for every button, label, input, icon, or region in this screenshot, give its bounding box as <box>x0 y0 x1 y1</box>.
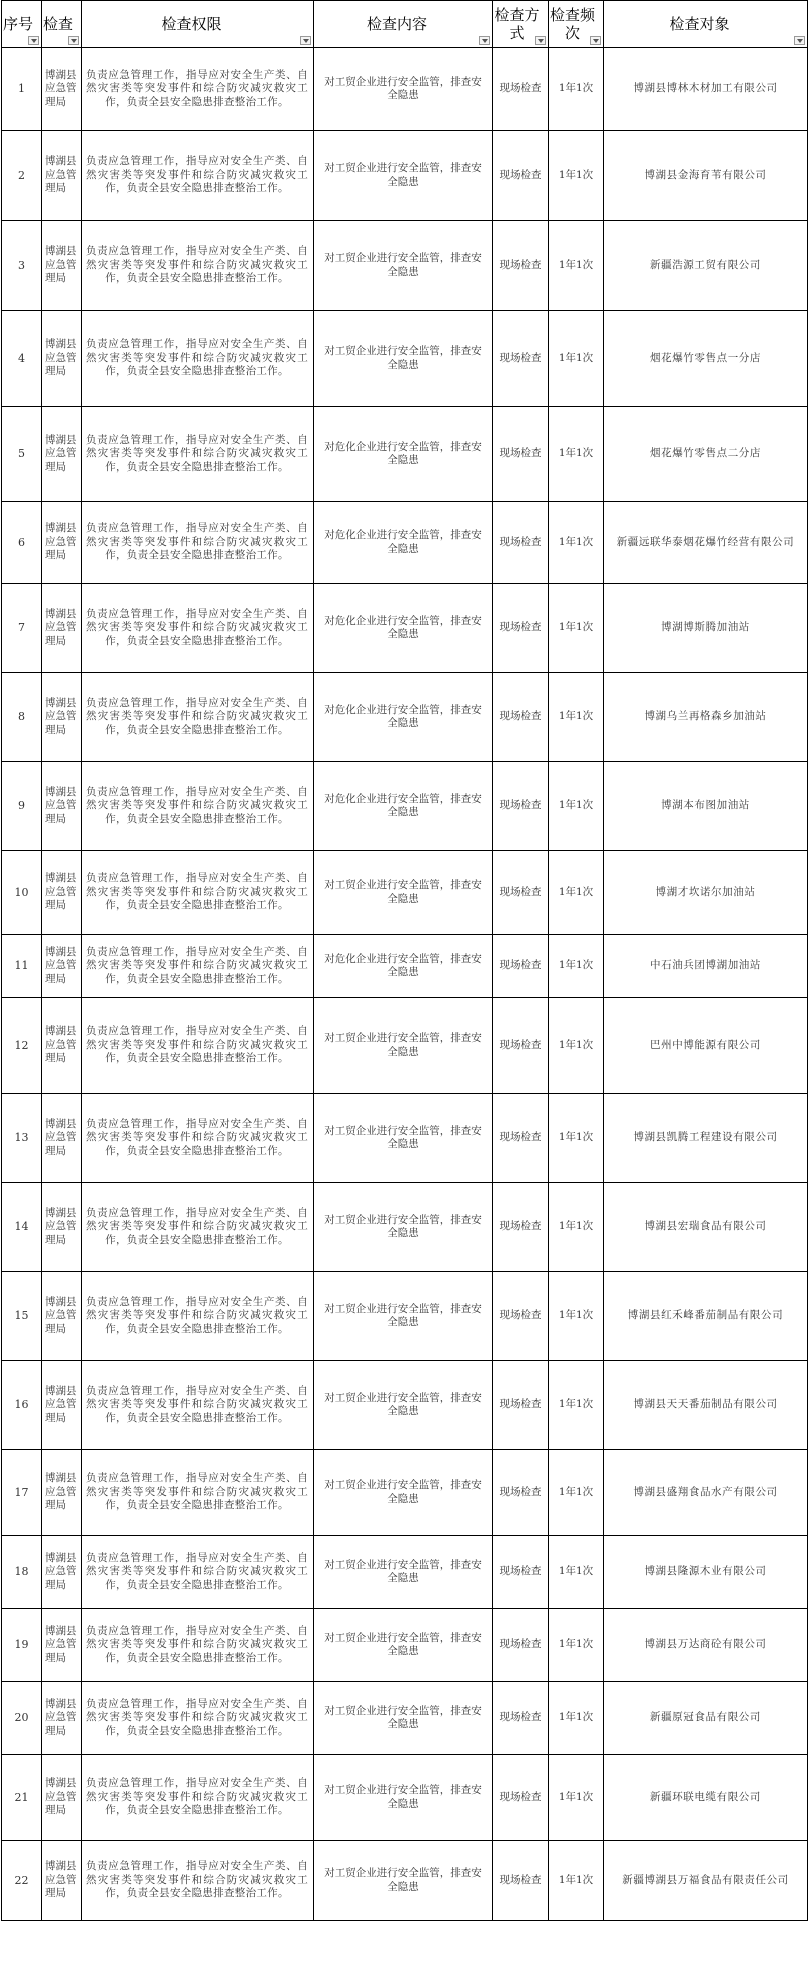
seq-cell: 4 <box>2 311 42 407</box>
content-cell: 对工贸企业进行安全监管，排查安全隐患 <box>314 1094 493 1183</box>
authority-cell: 负责应急管理工作，指导应对安全生产类、自然灾害类等突发事件和综合防灾减灾救灾工作，负责全县安全隐患排查整治工作。 <box>82 1841 314 1921</box>
content-cell: 对工贸企业进行安全监管，排查安全隐患 <box>314 1450 493 1536</box>
content-cell: 对工贸企业进行安全监管，排查安全隐患 <box>314 48 493 131</box>
table-row <box>2 1682 808 1755</box>
header-org: 检查 <box>42 1 82 48</box>
org-cell: 博湖县应急管理局 <box>42 1272 82 1361</box>
authority-cell: 负责应急管理工作，指导应对安全生产类、自然灾害类等突发事件和综合防灾减灾救灾工作，负责全县安全隐患排查整治工作。 <box>82 1361 314 1450</box>
content-cell: 对工贸企业进行安全监管，排查安全隐患 <box>314 1536 493 1609</box>
org-cell: 博湖县应急管理局 <box>42 221 82 311</box>
header-method: 检查方式 <box>493 1 549 48</box>
org-cell: 博湖县应急管理局 <box>42 1183 82 1272</box>
seq-cell: 14 <box>2 1183 42 1272</box>
method-cell: 现场检查 <box>493 407 549 502</box>
target-cell: 博湖县万达商砼有限公司 <box>604 1609 808 1682</box>
frequency-cell: 1年1次 <box>549 1361 604 1450</box>
content-cell: 对危化企业进行安全监管，排查安全隐患 <box>314 673 493 762</box>
content-cell: 对工贸企业进行安全监管，排查安全隐患 <box>314 1183 493 1272</box>
frequency-cell: 1年1次 <box>549 1450 604 1536</box>
org-cell: 博湖县应急管理局 <box>42 1361 82 1450</box>
org-cell: 博湖县应急管理局 <box>42 407 82 502</box>
frequency-cell: 1年1次 <box>549 762 604 851</box>
target-cell: 烟花爆竹零售点二分店 <box>604 407 808 502</box>
content-cell: 对工贸企业进行安全监管，排查安全隐患 <box>314 1682 493 1755</box>
method-cell: 现场检查 <box>493 935 549 998</box>
filter-dropdown-icon[interactable] <box>794 36 805 45</box>
seq-cell: 2 <box>2 131 42 221</box>
table-row <box>2 1609 808 1682</box>
frequency-cell: 1年1次 <box>549 1755 604 1841</box>
header-target: 检查对象 <box>604 1 808 48</box>
authority-cell: 负责应急管理工作，指导应对安全生产类、自然灾害类等突发事件和综合防灾减灾救灾工作，负责全县安全隐患排查整治工作。 <box>82 1682 314 1755</box>
seq-cell: 22 <box>2 1841 42 1921</box>
frequency-cell: 1年1次 <box>549 851 604 935</box>
org-cell: 博湖县应急管理局 <box>42 998 82 1094</box>
authority-cell: 负责应急管理工作，指导应对安全生产类、自然灾害类等突发事件和综合防灾减灾救灾工作，负责全县安全隐患排查整治工作。 <box>82 1450 314 1536</box>
target-cell: 新疆环联电缆有限公司 <box>604 1755 808 1841</box>
table-row <box>2 48 808 131</box>
seq-cell: 19 <box>2 1609 42 1682</box>
target-cell: 新疆浩源工贸有限公司 <box>604 221 808 311</box>
table-row <box>2 673 808 762</box>
org-cell: 博湖县应急管理局 <box>42 673 82 762</box>
authority-cell: 负责应急管理工作，指导应对安全生产类、自然灾害类等突发事件和综合防灾减灾救灾工作，负责全县安全隐患排查整治工作。 <box>82 762 314 851</box>
seq-cell: 11 <box>2 935 42 998</box>
authority-cell: 负责应急管理工作，指导应对安全生产类、自然灾害类等突发事件和综合防灾减灾救灾工作，负责全县安全隐患排查整治工作。 <box>82 407 314 502</box>
seq-cell: 20 <box>2 1682 42 1755</box>
header-seq: 序号 <box>2 1 42 48</box>
table-row <box>2 1841 808 1921</box>
authority-cell: 负责应急管理工作，指导应对安全生产类、自然灾害类等突发事件和综合防灾减灾救灾工作，负责全县安全隐患排查整治工作。 <box>82 48 314 131</box>
target-cell: 博湖县宏瑞食品有限公司 <box>604 1183 808 1272</box>
table-row <box>2 1361 808 1450</box>
content-cell: 对工贸企业进行安全监管，排查安全隐患 <box>314 1361 493 1450</box>
frequency-cell: 1年1次 <box>549 1183 604 1272</box>
table-row <box>2 998 808 1094</box>
org-cell: 博湖县应急管理局 <box>42 762 82 851</box>
target-cell: 烟花爆竹零售点一分店 <box>604 311 808 407</box>
table-row <box>2 1183 808 1272</box>
authority-cell: 负责应急管理工作，指导应对安全生产类、自然灾害类等突发事件和综合防灾减灾救灾工作，负责全县安全隐患排查整治工作。 <box>82 1094 314 1183</box>
filter-dropdown-icon[interactable] <box>28 36 39 45</box>
header-content: 检查内容 <box>314 1 493 48</box>
target-cell: 博湖县金海育苇有限公司 <box>604 131 808 221</box>
content-cell: 对工贸企业进行安全监管，排查安全隐患 <box>314 221 493 311</box>
authority-cell: 负责应急管理工作，指导应对安全生产类、自然灾害类等突发事件和综合防灾减灾救灾工作，负责全县安全隐患排查整治工作。 <box>82 935 314 998</box>
method-cell: 现场检查 <box>493 1094 549 1183</box>
method-cell: 现场检查 <box>493 1536 549 1609</box>
table-row <box>2 131 808 221</box>
content-cell: 对工贸企业进行安全监管，排查安全隐患 <box>314 1755 493 1841</box>
target-cell: 博湖县红禾峰番茄制品有限公司 <box>604 1272 808 1361</box>
authority-cell: 负责应急管理工作，指导应对安全生产类、自然灾害类等突发事件和综合防灾减灾救灾工作，负责全县安全隐患排查整治工作。 <box>82 502 314 584</box>
content-cell: 对工贸企业进行安全监管，排查安全隐患 <box>314 131 493 221</box>
frequency-cell: 1年1次 <box>549 311 604 407</box>
method-cell: 现场检查 <box>493 48 549 131</box>
org-cell: 博湖县应急管理局 <box>42 1094 82 1183</box>
frequency-cell: 1年1次 <box>549 935 604 998</box>
table-row <box>2 1536 808 1609</box>
method-cell: 现场检查 <box>493 1841 549 1921</box>
method-cell: 现场检查 <box>493 1361 549 1450</box>
org-cell: 博湖县应急管理局 <box>42 1536 82 1609</box>
content-cell: 对工贸企业进行安全监管，排查安全隐患 <box>314 311 493 407</box>
filter-dropdown-icon[interactable] <box>590 36 601 45</box>
frequency-cell: 1年1次 <box>549 48 604 131</box>
content-cell: 对危化企业进行安全监管，排查安全隐患 <box>314 407 493 502</box>
frequency-cell: 1年1次 <box>549 221 604 311</box>
authority-cell: 负责应急管理工作，指导应对安全生产类、自然灾害类等突发事件和综合防灾减灾救灾工作，负责全县安全隐患排查整治工作。 <box>82 998 314 1094</box>
frequency-cell: 1年1次 <box>549 1536 604 1609</box>
method-cell: 现场检查 <box>493 1272 549 1361</box>
method-cell: 现场检查 <box>493 998 549 1094</box>
method-cell: 现场检查 <box>493 131 549 221</box>
table-row <box>2 221 808 311</box>
frequency-cell: 1年1次 <box>549 1609 604 1682</box>
table-row <box>2 935 808 998</box>
seq-cell: 16 <box>2 1361 42 1450</box>
target-cell: 博湖乌兰再格森乡加油站 <box>604 673 808 762</box>
filter-dropdown-icon[interactable] <box>300 36 311 45</box>
method-cell: 现场检查 <box>493 502 549 584</box>
method-cell: 现场检查 <box>493 584 549 673</box>
method-cell: 现场检查 <box>493 673 549 762</box>
target-cell: 博湖县凯腾工程建设有限公司 <box>604 1094 808 1183</box>
table-row <box>2 1755 808 1841</box>
method-cell: 现场检查 <box>493 1609 549 1682</box>
org-cell: 博湖县应急管理局 <box>42 1841 82 1921</box>
seq-cell: 6 <box>2 502 42 584</box>
content-cell: 对危化企业进行安全监管，排查安全隐患 <box>314 502 493 584</box>
frequency-cell: 1年1次 <box>549 1272 604 1361</box>
method-cell: 现场检查 <box>493 1682 549 1755</box>
header-row <box>2 1 808 48</box>
table-row <box>2 311 808 407</box>
frequency-cell: 1年1次 <box>549 502 604 584</box>
content-cell: 对危化企业进行安全监管，排查安全隐患 <box>314 584 493 673</box>
authority-cell: 负责应急管理工作，指导应对安全生产类、自然灾害类等突发事件和综合防灾减灾救灾工作，负责全县安全隐患排查整治工作。 <box>82 1755 314 1841</box>
target-cell: 博湖县盛翔食品水产有限公司 <box>604 1450 808 1536</box>
inspection-table <box>1 0 808 1921</box>
seq-cell: 18 <box>2 1536 42 1609</box>
seq-cell: 3 <box>2 221 42 311</box>
org-cell: 博湖县应急管理局 <box>42 584 82 673</box>
target-cell: 博湖县博林木材加工有限公司 <box>604 48 808 131</box>
seq-cell: 9 <box>2 762 42 851</box>
content-cell: 对工贸企业进行安全监管，排查安全隐患 <box>314 851 493 935</box>
authority-cell: 负责应急管理工作，指导应对安全生产类、自然灾害类等突发事件和综合防灾减灾救灾工作，负责全县安全隐患排查整治工作。 <box>82 1609 314 1682</box>
table-row <box>2 584 808 673</box>
target-cell: 博湖县天天番茄制品有限公司 <box>604 1361 808 1450</box>
content-cell: 对危化企业进行安全监管，排查安全隐患 <box>314 762 493 851</box>
target-cell: 博湖本布图加油站 <box>604 762 808 851</box>
method-cell: 现场检查 <box>493 762 549 851</box>
target-cell: 博湖县隆源木业有限公司 <box>604 1536 808 1609</box>
org-cell: 博湖县应急管理局 <box>42 311 82 407</box>
method-cell: 现场检查 <box>493 221 549 311</box>
table-row <box>2 851 808 935</box>
authority-cell: 负责应急管理工作，指导应对安全生产类、自然灾害类等突发事件和综合防灾减灾救灾工作，负责全县安全隐患排查整治工作。 <box>82 673 314 762</box>
filter-dropdown-icon[interactable] <box>68 36 79 45</box>
method-cell: 现场检查 <box>493 311 549 407</box>
seq-cell: 1 <box>2 48 42 131</box>
target-cell: 博湖博斯腾加油站 <box>604 584 808 673</box>
frequency-cell: 1年1次 <box>549 1682 604 1755</box>
table-row <box>2 502 808 584</box>
target-cell: 博湖才坎诺尔加油站 <box>604 851 808 935</box>
authority-cell: 负责应急管理工作，指导应对安全生产类、自然灾害类等突发事件和综合防灾减灾救灾工作，负责全县安全隐患排查整治工作。 <box>82 851 314 935</box>
target-cell: 新疆远联华泰烟花爆竹经营有限公司 <box>604 502 808 584</box>
authority-cell: 负责应急管理工作，指导应对安全生产类、自然灾害类等突发事件和综合防灾减灾救灾工作，负责全县安全隐患排查整治工作。 <box>82 584 314 673</box>
seq-cell: 21 <box>2 1755 42 1841</box>
org-cell: 博湖县应急管理局 <box>42 1682 82 1755</box>
content-cell: 对工贸企业进行安全监管，排查安全隐患 <box>314 1272 493 1361</box>
content-cell: 对危化企业进行安全监管，排查安全隐患 <box>314 935 493 998</box>
seq-cell: 8 <box>2 673 42 762</box>
method-cell: 现场检查 <box>493 1450 549 1536</box>
frequency-cell: 1年1次 <box>549 1094 604 1183</box>
org-cell: 博湖县应急管理局 <box>42 1450 82 1536</box>
org-cell: 博湖县应急管理局 <box>42 1755 82 1841</box>
org-cell: 博湖县应急管理局 <box>42 1609 82 1682</box>
seq-cell: 15 <box>2 1272 42 1361</box>
frequency-cell: 1年1次 <box>549 1841 604 1921</box>
content-cell: 对工贸企业进行安全监管，排查安全隐患 <box>314 998 493 1094</box>
org-cell: 博湖县应急管理局 <box>42 935 82 998</box>
seq-cell: 5 <box>2 407 42 502</box>
header-frequency: 检查频次 <box>549 1 604 48</box>
table-body <box>2 48 808 1921</box>
frequency-cell: 1年1次 <box>549 673 604 762</box>
filter-dropdown-icon[interactable] <box>535 36 546 45</box>
filter-dropdown-icon[interactable] <box>479 36 490 45</box>
content-cell: 对工贸企业进行安全监管，排查安全隐患 <box>314 1609 493 1682</box>
frequency-cell: 1年1次 <box>549 131 604 221</box>
authority-cell: 负责应急管理工作，指导应对安全生产类、自然灾害类等突发事件和综合防灾减灾救灾工作，负责全县安全隐患排查整治工作。 <box>82 131 314 221</box>
method-cell: 现场检查 <box>493 851 549 935</box>
authority-cell: 负责应急管理工作，指导应对安全生产类、自然灾害类等突发事件和综合防灾减灾救灾工作，负责全县安全隐患排查整治工作。 <box>82 1272 314 1361</box>
org-cell: 博湖县应急管理局 <box>42 131 82 221</box>
target-cell: 巴州中博能源有限公司 <box>604 998 808 1094</box>
target-cell: 中石油兵团博湖加油站 <box>604 935 808 998</box>
org-cell: 博湖县应急管理局 <box>42 502 82 584</box>
seq-cell: 12 <box>2 998 42 1094</box>
frequency-cell: 1年1次 <box>549 998 604 1094</box>
frequency-cell: 1年1次 <box>549 407 604 502</box>
method-cell: 现场检查 <box>493 1755 549 1841</box>
content-cell: 对工贸企业进行安全监管，排查安全隐患 <box>314 1841 493 1921</box>
org-cell: 博湖县应急管理局 <box>42 851 82 935</box>
frequency-cell: 1年1次 <box>549 584 604 673</box>
header-authority: 检查权限 <box>82 1 314 48</box>
table-row <box>2 1272 808 1361</box>
table-row <box>2 762 808 851</box>
org-cell: 博湖县应急管理局 <box>42 48 82 131</box>
seq-cell: 10 <box>2 851 42 935</box>
seq-cell: 13 <box>2 1094 42 1183</box>
target-cell: 新疆博湖县万福食品有限责任公司 <box>604 1841 808 1921</box>
authority-cell: 负责应急管理工作，指导应对安全生产类、自然灾害类等突发事件和综合防灾减灾救灾工作，负责全县安全隐患排查整治工作。 <box>82 311 314 407</box>
table-row <box>2 1094 808 1183</box>
seq-cell: 7 <box>2 584 42 673</box>
method-cell: 现场检查 <box>493 1183 549 1272</box>
table-row <box>2 1450 808 1536</box>
authority-cell: 负责应急管理工作，指导应对安全生产类、自然灾害类等突发事件和综合防灾减灾救灾工作，负责全县安全隐患排查整治工作。 <box>82 1183 314 1272</box>
seq-cell: 17 <box>2 1450 42 1536</box>
target-cell: 新疆原冠食品有限公司 <box>604 1682 808 1755</box>
authority-cell: 负责应急管理工作，指导应对安全生产类、自然灾害类等突发事件和综合防灾减灾救灾工作，负责全县安全隐患排查整治工作。 <box>82 1536 314 1609</box>
table-row <box>2 407 808 502</box>
authority-cell: 负责应急管理工作，指导应对安全生产类、自然灾害类等突发事件和综合防灾减灾救灾工作，负责全县安全隐患排查整治工作。 <box>82 221 314 311</box>
